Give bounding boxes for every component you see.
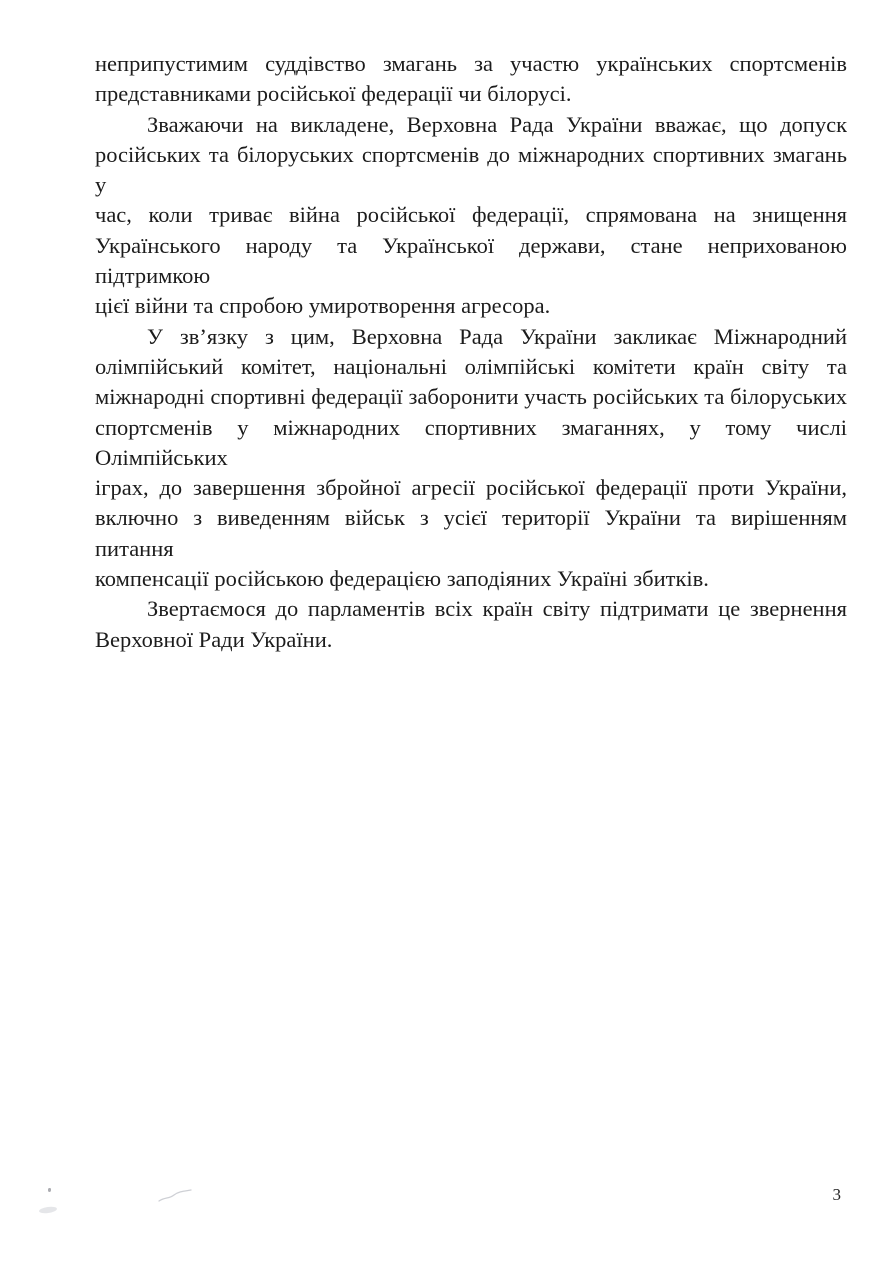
text-line: Зважаючи на викладене, Верховна Рада України вважає, що допуск xyxy=(147,111,847,137)
text-line: компенсації російською федерацією заподіяних Україні збитків. xyxy=(95,566,709,592)
text-line: Українського народу та Української держави, стане неприхованою підтримкою xyxy=(95,232,847,289)
text-line: включно з виведенням військ з усієї території України та вирішенням питання xyxy=(95,505,847,561)
document-text xyxy=(95,49,847,655)
scan-artifact-squiggle xyxy=(158,1188,192,1204)
text-line: цієї війни та спробою умиротворення агресора. xyxy=(95,293,551,319)
text-line: неприпустимим суддівство змагань за участю українських спортсменів xyxy=(95,51,847,76)
paragraph-1 xyxy=(95,49,847,110)
paragraph-2 xyxy=(95,110,847,322)
text-line: Звертаємося до парламентів всіх країн світу підтримати це звернення xyxy=(147,596,847,622)
page-number: 3 xyxy=(832,1185,841,1204)
paragraph-4 xyxy=(95,594,847,655)
text-line: У зв’язку з цим, Верховна Рада України закликає Міжнародний xyxy=(147,323,847,349)
text-line: олімпійський комітет, національні олімпійські комітети країн світу та xyxy=(95,353,847,379)
paragraph-3 xyxy=(95,322,847,595)
text-line: російських та білоруських спортсменів до міжнародних спортивних змагань у xyxy=(95,141,847,198)
text-line: час, коли триває війна російської федерації, спрямована на знищення xyxy=(95,202,847,228)
text-line: представниками російської федерації чи білорусі. xyxy=(95,81,572,107)
scan-artifact-dot xyxy=(48,1188,51,1192)
scan-artifact-smudge xyxy=(39,1206,58,1214)
text-line: спортсменів у міжнародних спортивних змаганнях, у тому числі Олімпійських xyxy=(95,414,847,470)
text-line: Верховної Ради України. xyxy=(95,626,333,652)
text-line: іграх, до завершення збройної агресії російської федерації проти України, xyxy=(95,475,847,501)
text-line: міжнародні спортивні федерації заборонити участь російських та білоруських xyxy=(95,384,847,410)
